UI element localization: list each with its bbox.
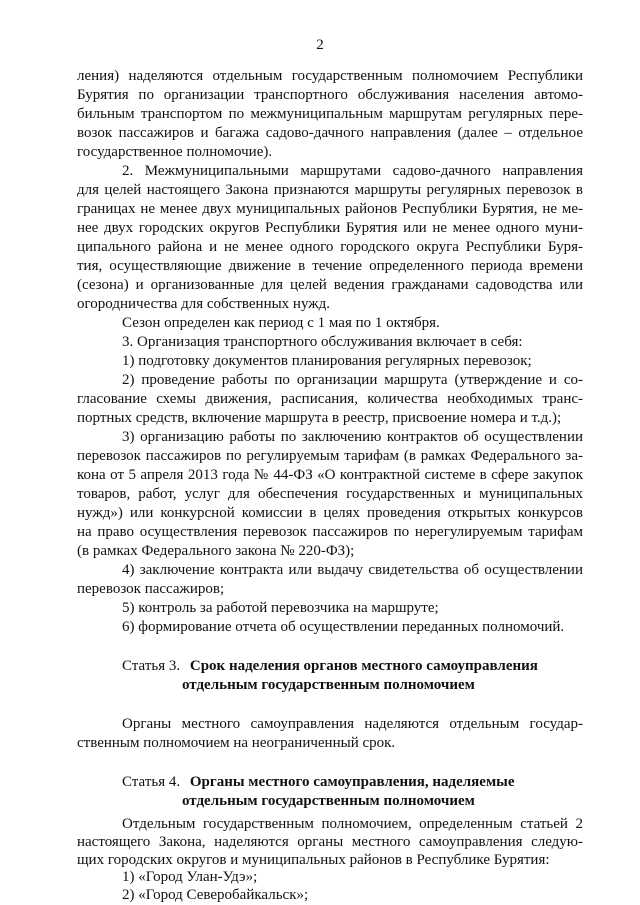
- text-line: Органы местного самоуправления наделяются отдельным государ-: [122, 716, 583, 732]
- text-line: кона от 5 апреля 2013 года № 44-ФЗ «О контрактной системе в сфере закупок: [77, 467, 583, 483]
- list-item: 6) формирование отчета об осуществлении переданных полномочий.: [122, 619, 565, 635]
- text-line: ципального района и не менее одного городского округа Республики Буря-: [77, 239, 583, 255]
- text-line: бильным транспортом по межмуниципальным маршрутам регулярных пере-: [77, 106, 583, 122]
- article-title: Срок наделения органов местного самоуправления: [189, 658, 538, 674]
- text-line: портных средств, включение маршрута в реестр, присвоение номера и т.д.);: [77, 410, 562, 426]
- text-line: 3. Организация транспортного обслуживания включает в себя:: [122, 334, 523, 350]
- text-line: для целей настоящего Закона признаются маршруты регулярных перевозок в: [77, 182, 583, 198]
- article-title: отдельным государственным полномочием: [182, 793, 475, 809]
- text-line: тия, осуществляющие движение в течение определенного периода времени: [77, 258, 583, 274]
- list-item: 5) контроль за работой перевозчика на маршруте;: [122, 600, 439, 616]
- article-label: Статья 3.: [122, 658, 181, 674]
- text-line: перевозок пассажиров;: [77, 581, 225, 597]
- article-3-heading: [122, 657, 538, 675]
- list-item: 2) «Город Северобайкальск»;: [122, 887, 309, 903]
- text-line: Сезон определен как период с 1 мая по 1 октября.: [122, 315, 440, 331]
- text-line: нее двух городских округов Республики Бурятия или не менее одного муни-: [77, 220, 583, 236]
- text-line: настоящего Закона, наделяются органы местного самоуправления следую-: [77, 834, 583, 850]
- list-item: 2) проведение работы по организации маршрута (утверждение и со-: [122, 372, 583, 388]
- text-line: (сезона) и организованные для целей ведения гражданами садоводства или: [77, 277, 583, 293]
- text-line: (в рамках Федерального закона № 220-ФЗ);: [77, 543, 355, 559]
- text-line: возок пассажиров и багажа садово-дачного направления (далее – отдельное: [77, 125, 583, 141]
- text-line: перевозок пассажиров по регулируемым тарифам (в рамках Федерального за-: [77, 448, 583, 464]
- text-line: ления) наделяются отдельным государственным полномочием Республики: [77, 68, 583, 84]
- text-line: границах не менее двух муниципальных районов Республики Бурятия, не ме-: [77, 201, 583, 217]
- article-4-heading-line2: [182, 792, 475, 810]
- list-item: 1) подготовку документов планирования регулярных перевозок;: [122, 353, 532, 369]
- article-title: отдельным государственным полномочием: [182, 677, 475, 693]
- list-item: 4) заключение контракта или выдачу свидетельства об осуществлении: [122, 562, 583, 578]
- text-line: товаров, работ, услуг для обеспечения государственных и муниципальных: [77, 486, 583, 502]
- text-line: нужд») или конкурсной комиссии в целях проведения открытых конкурсов: [77, 505, 583, 521]
- text-line: ственным полномочием на неограниченный срок.: [77, 735, 396, 751]
- text-line: Отдельным государственным полномочием, определенным статьей 2: [122, 816, 583, 832]
- list-item: 1) «Город Улан-Удэ»;: [122, 869, 258, 885]
- text-line: государственное полномочие).: [77, 144, 273, 160]
- text-line: 2. Межмуниципальными маршрутами садово-дачного направления: [122, 163, 583, 179]
- article-label: Статья 4.: [122, 774, 181, 790]
- article-3-heading-line2: [182, 676, 475, 694]
- text-line: огородничества для собственных нужд.: [77, 296, 330, 312]
- page-number: 2: [316, 37, 324, 53]
- text-line: гласование схемы движения, расписания, количества необходимых транс-: [77, 391, 583, 407]
- text-line: Бурятия по организации транспортного обслуживания населения автомо-: [77, 87, 583, 103]
- text-line: на право осуществления перевозок пассажиров по нерегулируемым тарифам: [77, 524, 583, 540]
- article-4-heading: [122, 773, 515, 791]
- article-title: Органы местного самоуправления, наделяемые: [189, 774, 515, 790]
- list-item: 3) организацию работы по заключению контрактов об осуществлении: [122, 429, 583, 445]
- text-line: щих городских округов и муниципальных районов в Республике Бурятия:: [77, 852, 550, 868]
